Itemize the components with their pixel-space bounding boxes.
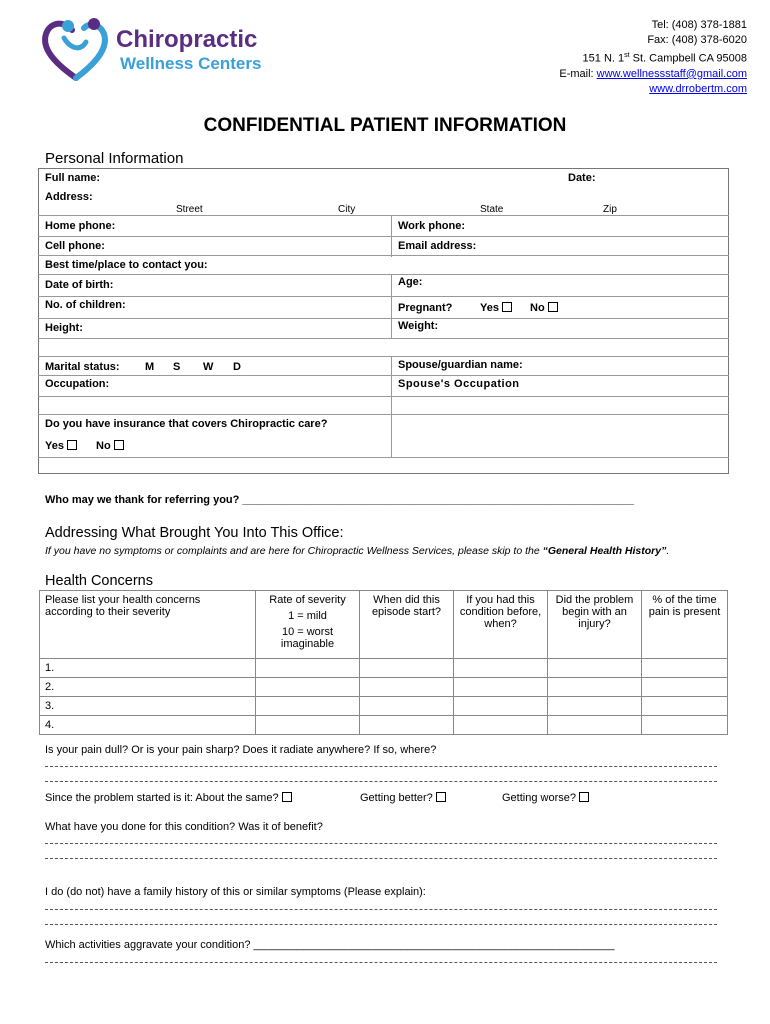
- addressing-heading: Addressing What Brought You Into This Office:: [45, 525, 344, 541]
- table-row: [40, 716, 728, 735]
- best-time-field[interactable]: Best time/place to contact you:: [45, 259, 208, 271]
- date-field[interactable]: Date:: [568, 172, 596, 184]
- email-link[interactable]: www.wellnessstaff@gmail.com: [596, 67, 747, 80]
- col-percent: % of the time pain is present: [642, 591, 728, 659]
- done-question: What have you done for this condition? Was it of benefit?: [45, 821, 323, 833]
- height-field[interactable]: Height:: [45, 322, 83, 334]
- logo: [40, 16, 270, 82]
- marital-s[interactable]: S: [173, 361, 181, 373]
- marital-m[interactable]: M: [145, 361, 155, 373]
- occupation-field[interactable]: Occupation:: [45, 378, 110, 390]
- page-title: CONFIDENTIAL PATIENT INFORMATION: [203, 115, 567, 136]
- city-label: City: [338, 204, 356, 215]
- state-label: State: [480, 204, 504, 215]
- checkbox-icon[interactable]: [436, 792, 446, 802]
- children-field[interactable]: No. of children:: [45, 299, 126, 311]
- checkbox-icon[interactable]: [548, 302, 558, 312]
- health-heading: Health Concerns: [45, 573, 153, 589]
- col-injury: Did the problem begin with an injury?: [548, 591, 642, 659]
- cell-phone-field[interactable]: Cell phone:: [45, 240, 105, 252]
- logo-heart-icon: [40, 16, 112, 82]
- better-option[interactable]: Getting better?: [360, 792, 446, 804]
- marital-w[interactable]: W: [203, 361, 214, 373]
- insurance-no[interactable]: No: [96, 440, 124, 452]
- answer-line[interactable]: [45, 766, 717, 767]
- spouse-occupation-field[interactable]: Spouse's Occupation: [398, 378, 520, 390]
- pregnant-no[interactable]: No: [530, 302, 558, 314]
- health-concerns-table: [39, 590, 728, 735]
- checkbox-icon[interactable]: [114, 440, 124, 450]
- work-phone-field[interactable]: Work phone:: [398, 220, 466, 232]
- col-concerns: Please list your health concerns according to their severity: [40, 591, 256, 659]
- spouse-name-field[interactable]: Spouse/guardian name:: [398, 359, 523, 371]
- checkbox-icon[interactable]: [579, 792, 589, 802]
- insurance-yes[interactable]: Yes: [45, 440, 77, 452]
- address-field[interactable]: Address:: [45, 191, 93, 203]
- email-line: E-mail: www.wellnessstaff@gmail.com: [559, 67, 747, 80]
- aggravate-question[interactable]: Which activities aggravate your condition? ___________________________________________________________: [45, 939, 615, 951]
- answer-line[interactable]: [45, 843, 717, 844]
- marital-d[interactable]: D: [233, 361, 241, 373]
- address-text: 151 N. 1st St. Campbell CA 95008: [582, 52, 747, 65]
- answer-line[interactable]: [45, 858, 717, 859]
- website-link[interactable]: www.drrobertm.com: [649, 82, 747, 95]
- insurance-question: Do you have insurance that covers Chiropractic care?: [45, 418, 328, 430]
- referral-field[interactable]: Who may we thank for referring you? ________________________________________________________________: [45, 494, 634, 506]
- row-label[interactable]: 1.: [40, 659, 256, 678]
- home-phone-field[interactable]: Home phone:: [45, 220, 116, 232]
- weight-field[interactable]: Weight:: [398, 320, 439, 332]
- full-name-field[interactable]: Full name:: [45, 172, 101, 184]
- dob-field[interactable]: Date of birth:: [45, 279, 114, 291]
- row-label[interactable]: 3.: [40, 697, 256, 716]
- logo-line-2: Wellness Centers: [120, 54, 262, 73]
- answer-line[interactable]: [45, 781, 717, 782]
- tel-text: Tel: (408) 378-1881: [651, 19, 747, 31]
- email-address-field[interactable]: Email address:: [398, 240, 477, 252]
- row-label[interactable]: 4.: [40, 716, 256, 735]
- pregnant-label: Pregnant?: [398, 302, 453, 314]
- col-episode: When did this episode start?: [360, 591, 454, 659]
- answer-line[interactable]: [45, 909, 717, 910]
- table-row: [40, 678, 728, 697]
- table-row: [40, 697, 728, 716]
- since-question[interactable]: Since the problem started is it: About the same?: [45, 792, 292, 804]
- logo-line-1: Chiropractic: [116, 26, 258, 53]
- pregnant-yes[interactable]: Yes: [480, 302, 512, 314]
- family-question: I do (do not) have a family history of this or similar symptoms (Please explain):: [45, 886, 426, 898]
- pain-question: Is your pain dull? Or is your pain sharp? Does it radiate anywhere? If so, where?: [45, 744, 437, 756]
- checkbox-icon[interactable]: [502, 302, 512, 312]
- age-field[interactable]: Age:: [398, 276, 423, 288]
- col-severity: Rate of severity 1 = mild 10 = worst imaginable: [256, 591, 360, 659]
- marital-label: Marital status:: [45, 361, 120, 373]
- checkbox-icon[interactable]: [282, 792, 292, 802]
- answer-line[interactable]: [45, 924, 717, 925]
- fax-text: Fax: (408) 378-6020: [647, 34, 747, 46]
- row-label[interactable]: 2.: [40, 678, 256, 697]
- addressing-note: If you have no symptoms or complaints and are here for Chiropractic Wellness Services, please skip to the “General Health History”.: [45, 545, 670, 557]
- col-before: If you had this condition before, when?: [454, 591, 548, 659]
- contact-block: [559, 18, 747, 97]
- personal-heading: Personal Information: [45, 150, 184, 167]
- street-label: Street: [176, 204, 203, 215]
- worse-option[interactable]: Getting worse?: [502, 792, 589, 804]
- zip-label: Zip: [603, 204, 617, 215]
- checkbox-icon[interactable]: [67, 440, 77, 450]
- answer-line[interactable]: [45, 962, 717, 963]
- table-row: [40, 659, 728, 678]
